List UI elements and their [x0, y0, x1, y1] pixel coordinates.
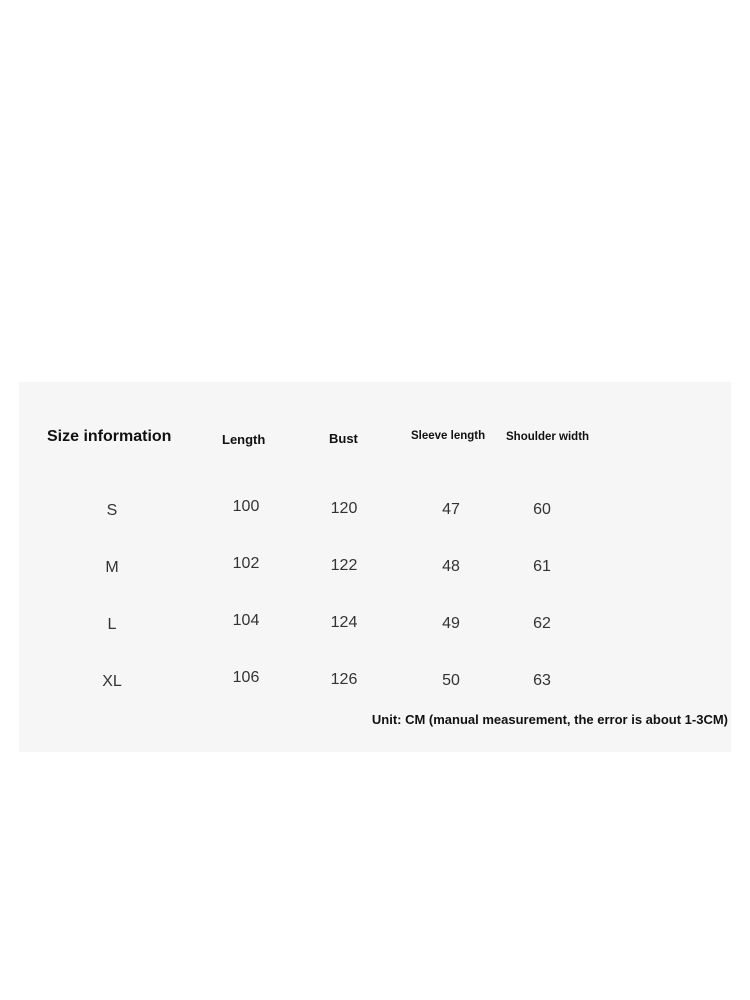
- table-row: [19, 669, 731, 693]
- shoulder-width-cell: 60: [533, 501, 551, 518]
- size-chart-panel: [19, 382, 731, 752]
- bust-cell: 122: [330, 557, 358, 574]
- shoulder-width-cell: 63: [533, 672, 551, 689]
- header-shoulder-width: Shoulder width: [506, 431, 590, 443]
- table-row: [19, 612, 731, 636]
- sleeve-length-cell: 48: [442, 558, 460, 575]
- bust-cell: 126: [330, 671, 358, 688]
- size-cell: L: [107, 616, 117, 633]
- length-cell: 104: [232, 612, 260, 629]
- bust-cell: 124: [330, 614, 358, 631]
- header-length: Length: [222, 432, 266, 447]
- sleeve-length-cell: 50: [442, 672, 460, 689]
- length-cell: 106: [232, 669, 260, 686]
- size-table-body: [19, 382, 731, 752]
- shoulder-width-cell: 62: [533, 615, 551, 632]
- size-cell: M: [105, 559, 119, 576]
- sleeve-length-cell: 49: [442, 615, 460, 632]
- bust-cell: 120: [330, 500, 358, 517]
- sleeve-length-cell: 47: [442, 501, 460, 518]
- length-cell: 102: [232, 555, 260, 572]
- size-information-title: Size information: [47, 428, 172, 445]
- shoulder-width-cell: 61: [533, 558, 551, 575]
- table-row: [19, 555, 731, 579]
- length-cell: 100: [232, 498, 260, 515]
- size-cell: S: [106, 502, 118, 519]
- table-row: [19, 498, 731, 522]
- header-sleeve-length: Sleeve length: [411, 430, 486, 442]
- header-bust: Bust: [329, 431, 358, 446]
- size-cell: XL: [102, 673, 122, 690]
- measurement-note: Unit: CM (manual measurement, the error is about 1-3CM): [371, 712, 728, 727]
